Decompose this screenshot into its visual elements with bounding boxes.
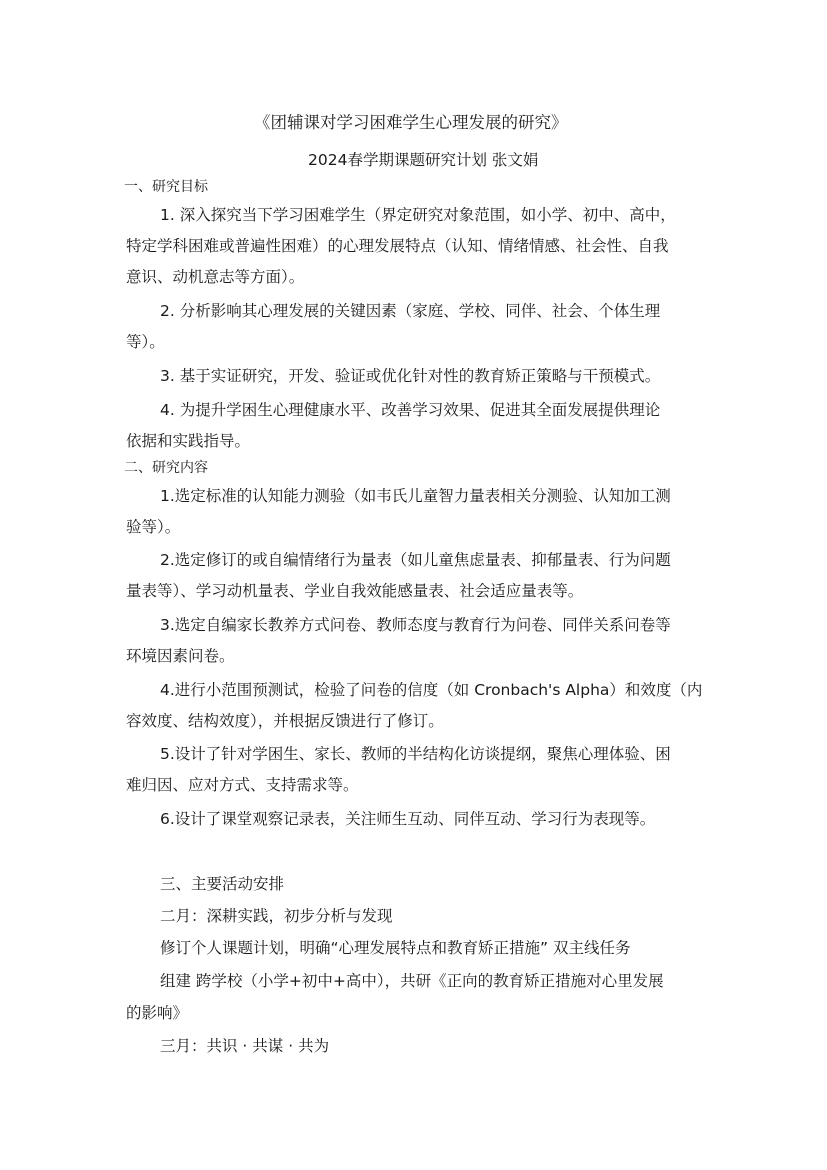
document-subtitle: 2024春学期课题研究计划 张文娟 xyxy=(308,151,539,169)
section-heading-content: 二、研究内容 xyxy=(124,460,208,476)
goal-1-line-1: 1. 深入探究当下学习困难学生（界定研究对象范围，如小学、初中、高中， xyxy=(160,206,676,224)
content-5-line-2: 难归因、应对方式、支持需求等。 xyxy=(126,776,359,794)
activity-line-4: 的影响》 xyxy=(126,1004,189,1022)
goal-1-line-3: 意识、动机意志等方面）。 xyxy=(126,268,305,286)
goal-2-line-1: 2. 分析影响其心理发展的关键因素（家庭、学校、同伴、社会、个体生理 xyxy=(160,302,661,320)
content-1-line-1: 1.选定标准的认知能力测验（如韦氏儿童智力量表相关分测验、认知加工测 xyxy=(160,487,671,505)
content-2-line-1: 2.选定修订的或自编情绪行为量表（如儿童焦虑量表、抑郁量表、行为问题 xyxy=(160,551,671,569)
content-5-line-1: 5.设计了针对学困生、家长、教师的半结构化访谈提纲，聚焦心理体验、困 xyxy=(160,745,671,763)
document-title: 《团辅课对学习困难学生心理发展的研究》 xyxy=(254,113,568,132)
goal-4-line-2: 依据和实践指导。 xyxy=(126,432,251,450)
goal-2-line-2: 等）。 xyxy=(126,333,165,351)
goal-4-line-1: 4. 为提升学困生心理健康水平、改善学习效果、促进其全面发展提供理论 xyxy=(160,401,661,419)
activity-line-1: 二月：深耕实践，初步分析与发现 xyxy=(160,907,393,925)
content-4-line-1: 4.进行小范围预测试，检验了问卷的信度（如 Cronbach's Alpha）和效度（内 xyxy=(160,681,703,699)
activity-line-2: 修订个人课题计划，明确“心理发展特点和教育矫正措施” 双主线任务 xyxy=(160,939,631,957)
section-heading-activities: 三、主要活动安排 xyxy=(160,875,285,893)
content-3-line-2: 环境因素问卷。 xyxy=(126,647,235,665)
content-3-line-1: 3.选定自编家长教养方式问卷、教师态度与教育行为问卷、同伴关系问卷等 xyxy=(160,616,671,634)
goal-1-line-2: 特定学科困难或普遍性困难）的心理发展特点（认知、情绪情感、社会性、自我 xyxy=(126,237,669,255)
content-2-line-2: 量表等）、学习动机量表、学业自我效能感量表、社会适应量表等。 xyxy=(126,582,584,600)
content-4-line-2: 容效度、结构效度），并根据反馈进行了修订。 xyxy=(126,712,444,730)
content-6-line-1: 6.设计了课堂观察记录表，关注师生互动、同伴互动、学习行为表现等。 xyxy=(160,810,656,828)
goal-3-line-1: 3. 基于实证研究，开发、验证或优化针对性的教育矫正策略与干预模式。 xyxy=(160,367,661,385)
activity-line-3: 组建 跨学校（小学+初中+高中），共研《正向的教育矫正措施对心里发展 xyxy=(160,972,664,990)
content-1-line-2: 验等）。 xyxy=(126,518,181,536)
activity-line-5: 三月：共识 · 共谋 · 共为 xyxy=(160,1037,330,1055)
section-heading-goals: 一、研究目标 xyxy=(124,179,208,195)
